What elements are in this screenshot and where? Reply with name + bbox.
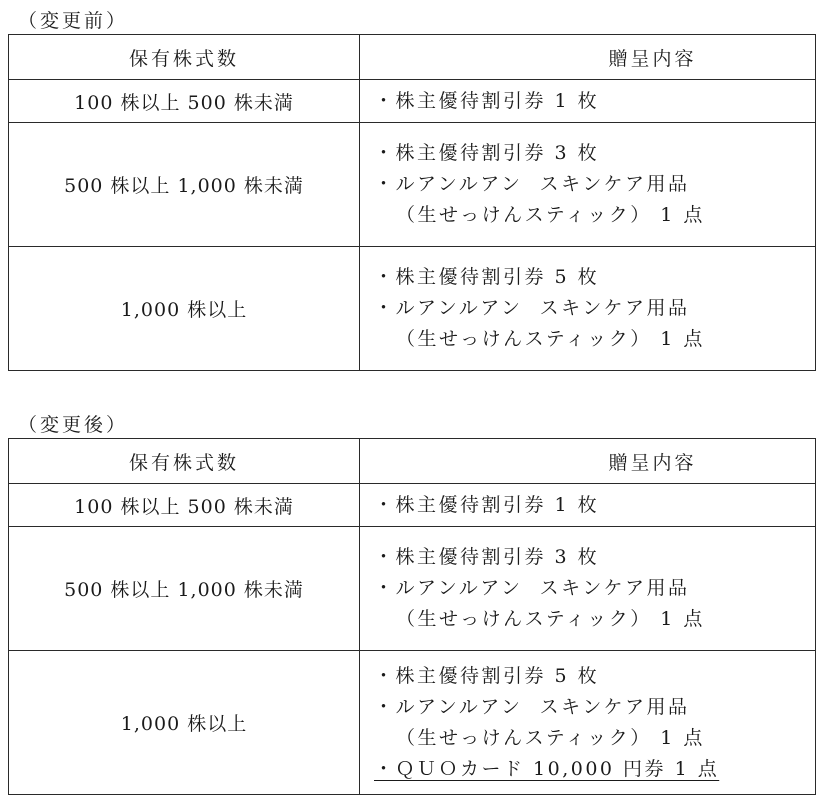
gift-line: ・株主優待割引券 3 枚 <box>374 546 600 568</box>
gift-line: （生せっけんスティック） 1 点 <box>396 608 705 630</box>
before-table <box>8 34 816 371</box>
table-row <box>9 651 816 795</box>
holding-cell: 100 株以上 500 株未満 <box>9 80 360 123</box>
gift-line: ・ルアンルアン スキンケア用品 <box>374 297 690 319</box>
table-header-row <box>9 35 816 80</box>
gift-line: ・ルアンルアン スキンケア用品 <box>374 577 690 599</box>
table-row <box>9 484 816 527</box>
gift-line: ・株主優待割引券 5 枚 <box>374 266 600 288</box>
header-gift-contents: 贈呈内容 <box>360 35 816 80</box>
gift-line: （生せっけんスティック） 1 点 <box>396 726 705 749</box>
holding-cell: 500 株以上 1,000 株未満 <box>9 527 360 651</box>
gift-line: （生せっけんスティック） 1 点 <box>396 328 705 350</box>
gift-line: ・ルアンルアン スキンケア用品 <box>374 695 690 718</box>
gift-line: ・株主優待割引券 5 枚 <box>374 664 600 687</box>
header-gift-contents: 贈呈内容 <box>360 439 816 484</box>
table-row <box>9 123 816 247</box>
holding-cell: 1,000 株以上 <box>9 651 360 795</box>
header-holdings: 保有株式数 <box>9 439 360 484</box>
gift-cell <box>360 651 816 795</box>
header-holdings: 保有株式数 <box>9 35 360 80</box>
gift-line-added: ・ＱＵＯカード 10,000 円券 1 点 <box>374 757 720 780</box>
table-row <box>9 80 816 123</box>
table-row <box>9 247 816 371</box>
gift-cell <box>360 80 816 123</box>
gift-line: ・ルアンルアン スキンケア用品 <box>374 173 690 195</box>
gift-cell <box>360 123 816 247</box>
gift-line: （生せっけんスティック） 1 点 <box>396 204 705 226</box>
table-header-row <box>9 439 816 484</box>
gift-cell <box>360 484 816 527</box>
gift-line: ・株主優待割引券 1 枚 <box>374 493 600 516</box>
gift-cell <box>360 247 816 371</box>
gift-cell <box>360 527 816 651</box>
holding-cell: 500 株以上 1,000 株未満 <box>9 123 360 247</box>
table-row <box>9 527 816 651</box>
gift-line: ・株主優待割引券 1 枚 <box>374 89 600 112</box>
after-caption: （変更後） <box>18 414 129 436</box>
gift-line: ・株主優待割引券 3 枚 <box>374 142 600 164</box>
holding-cell: 1,000 株以上 <box>9 247 360 371</box>
after-table <box>8 438 816 795</box>
before-caption: （変更前） <box>18 10 129 32</box>
holding-cell: 100 株以上 500 株未満 <box>9 484 360 527</box>
